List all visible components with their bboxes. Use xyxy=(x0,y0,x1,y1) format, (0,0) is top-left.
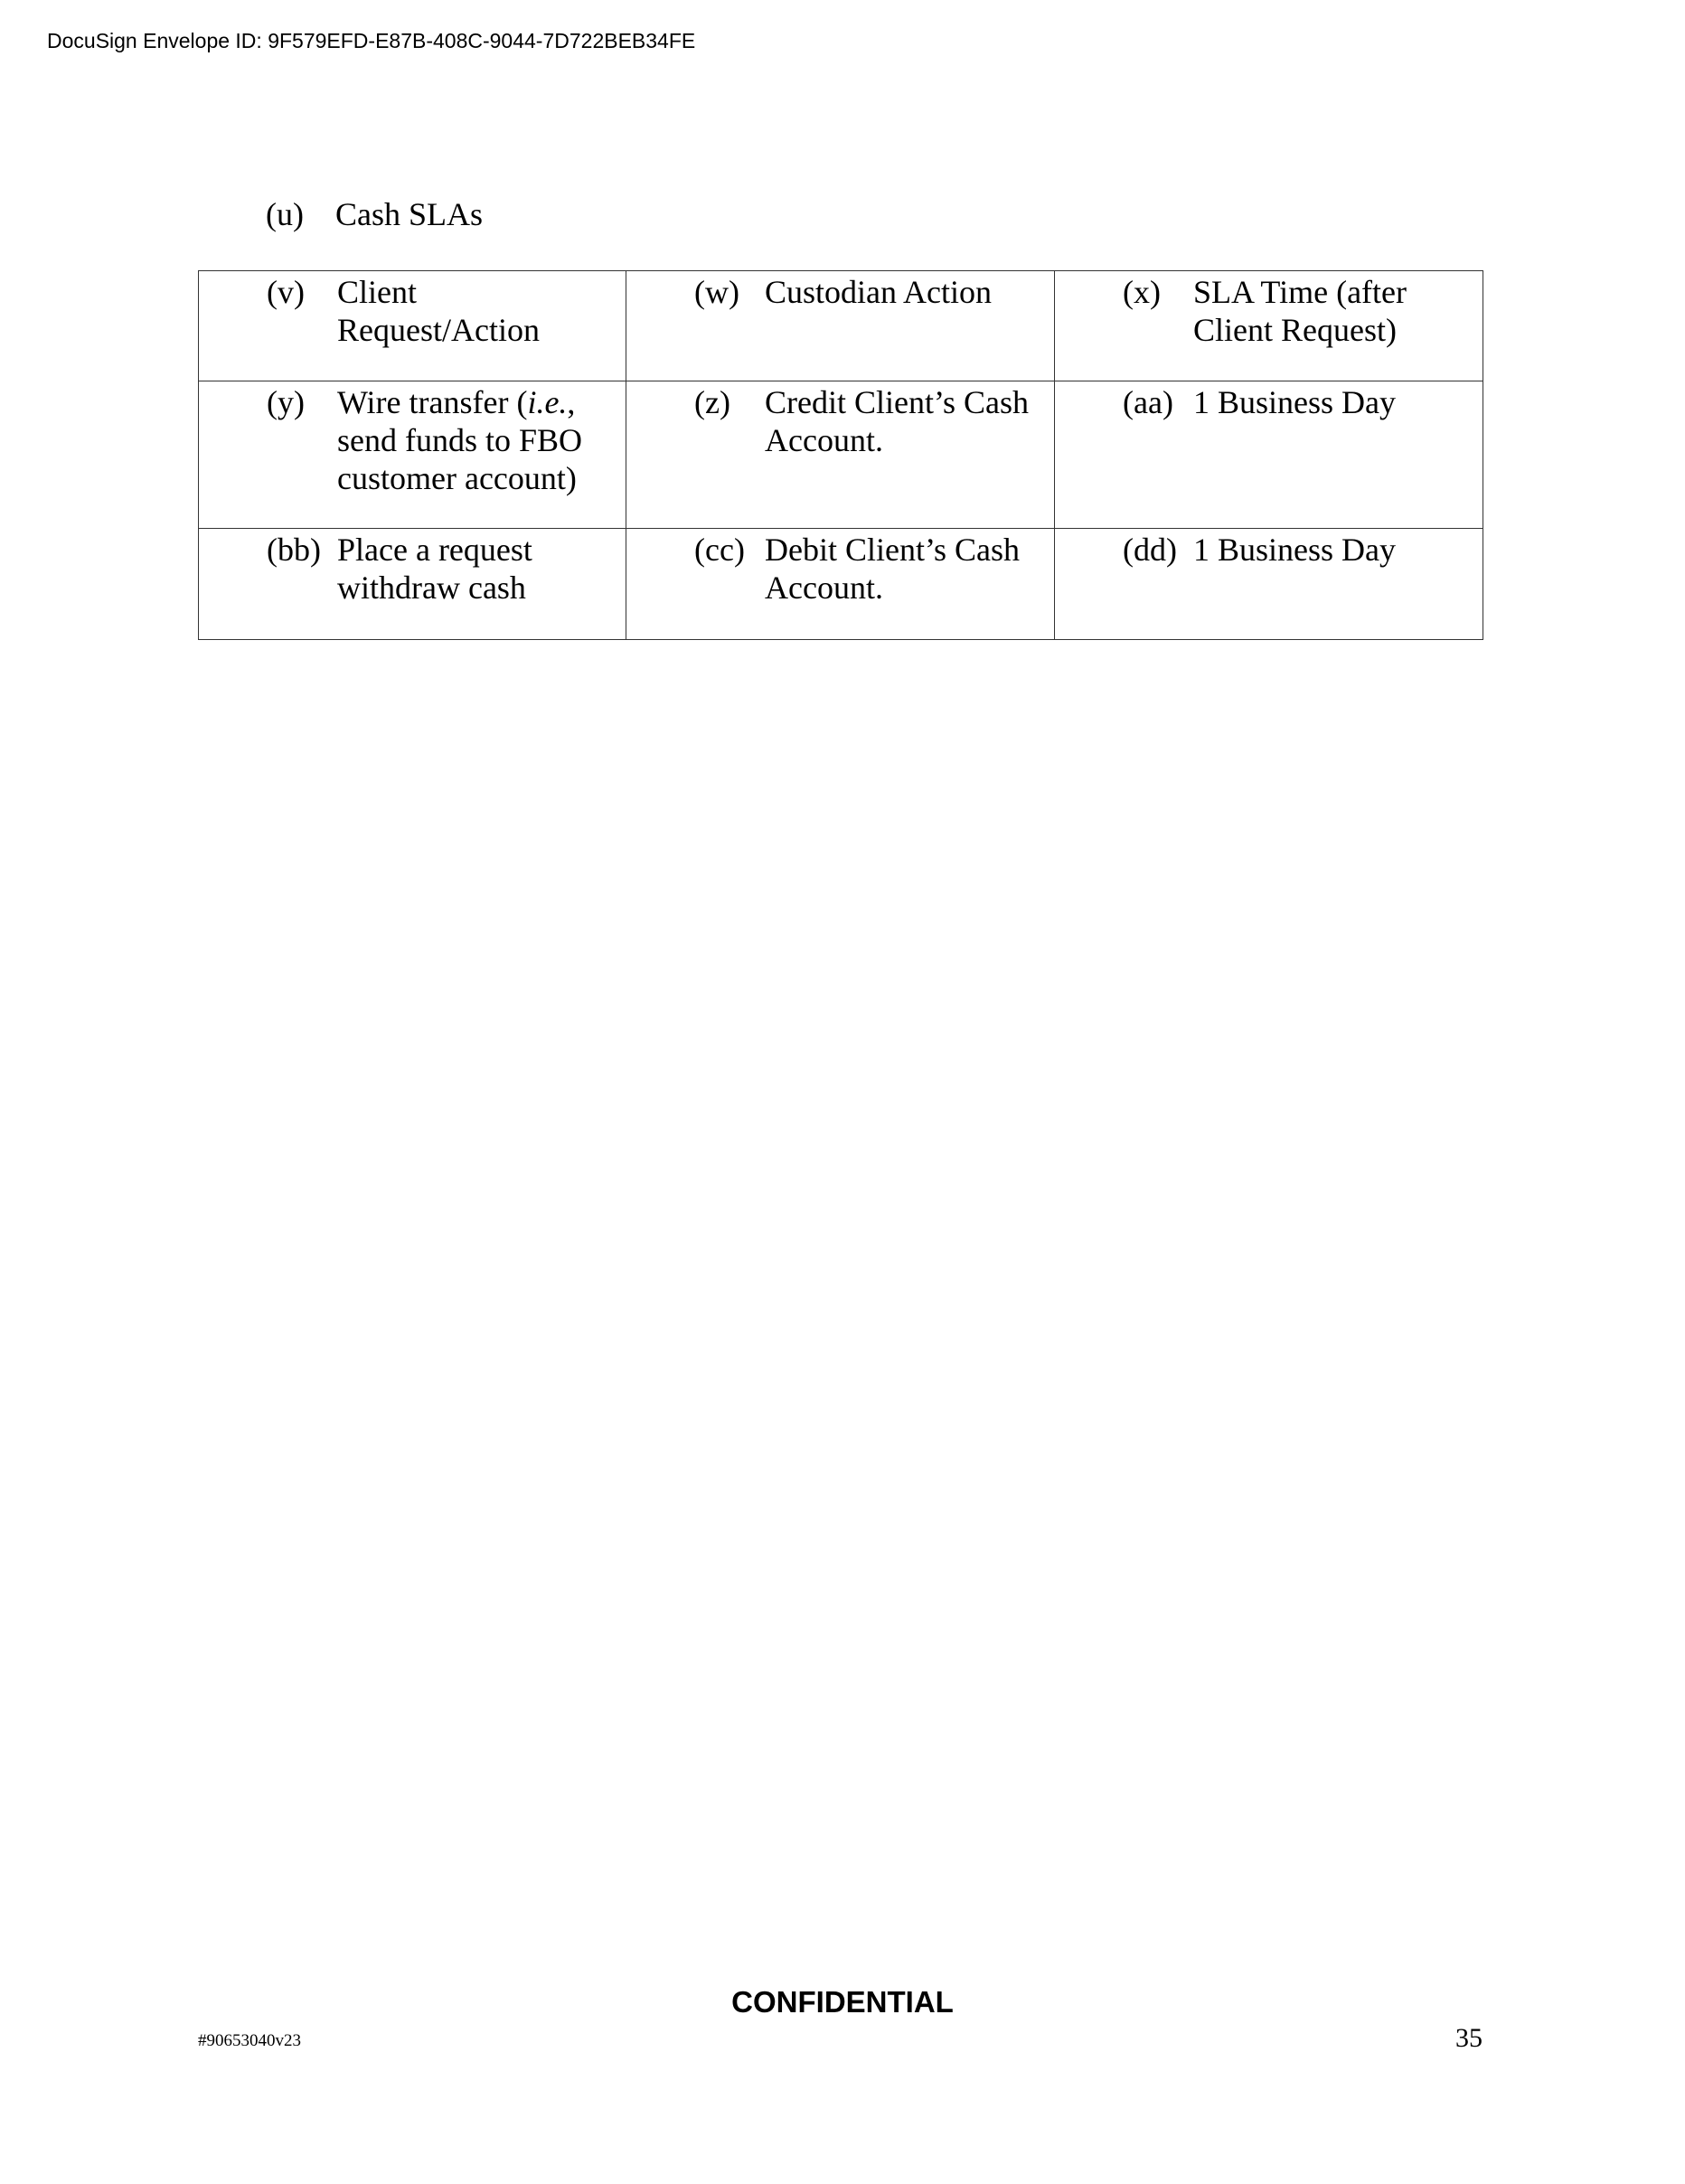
table-row xyxy=(199,381,1483,529)
item-marker: (dd) xyxy=(1123,532,1177,568)
cell-text: Debit Client’s Cash Account. xyxy=(765,532,1020,606)
table-cell xyxy=(626,381,1055,529)
table-header-row xyxy=(199,271,1483,381)
item-marker: (cc) xyxy=(694,532,745,568)
cell-text-italic: i.e. xyxy=(527,384,568,420)
table-header-cell xyxy=(1055,271,1483,381)
item-marker: (v) xyxy=(267,274,305,310)
document-number: #90653040v23 xyxy=(198,2031,301,2050)
item-marker: (w) xyxy=(694,274,739,310)
table-header-cell xyxy=(199,271,626,381)
table-cell xyxy=(199,529,626,640)
table-row xyxy=(199,529,1483,640)
table-cell xyxy=(199,381,626,529)
item-marker: (z) xyxy=(694,384,730,420)
item-marker: (bb) xyxy=(267,532,321,568)
heading-title: Cash SLAs xyxy=(335,196,484,232)
cell-text: Place a request withdraw cash xyxy=(337,532,532,606)
table-cell xyxy=(1055,529,1483,640)
header-text: SLA Time (after Client Request) xyxy=(1193,274,1407,348)
cell-text: Credit Client’s Cash Account. xyxy=(765,384,1029,458)
cell-text: 1 Business Day xyxy=(1193,532,1396,568)
item-marker: (x) xyxy=(1123,274,1161,310)
heading-marker: (u) xyxy=(266,196,304,232)
cash-sla-table xyxy=(198,270,1483,640)
table-cell xyxy=(626,529,1055,640)
header-text: Custodian Action xyxy=(765,274,992,310)
envelope-id: DocuSign Envelope ID: 9F579EFD-E87B-408C-9044-7D722BEB34FE xyxy=(47,29,696,52)
cell-text xyxy=(337,383,617,497)
page-number: 35 xyxy=(1455,2023,1483,2053)
header-text: Client Request/Action xyxy=(337,274,540,348)
confidential-label: CONFIDENTIAL xyxy=(731,1985,954,2019)
item-marker: (y) xyxy=(267,384,305,420)
cell-text-part: , send funds to FBO customer account) xyxy=(337,384,583,496)
table-header-cell xyxy=(626,271,1055,381)
cell-text-part: Wire transfer ( xyxy=(337,384,528,420)
item-marker: (aa) xyxy=(1123,384,1173,420)
cell-text: 1 Business Day xyxy=(1193,384,1396,420)
section-heading xyxy=(266,195,483,233)
table-cell xyxy=(1055,381,1483,529)
